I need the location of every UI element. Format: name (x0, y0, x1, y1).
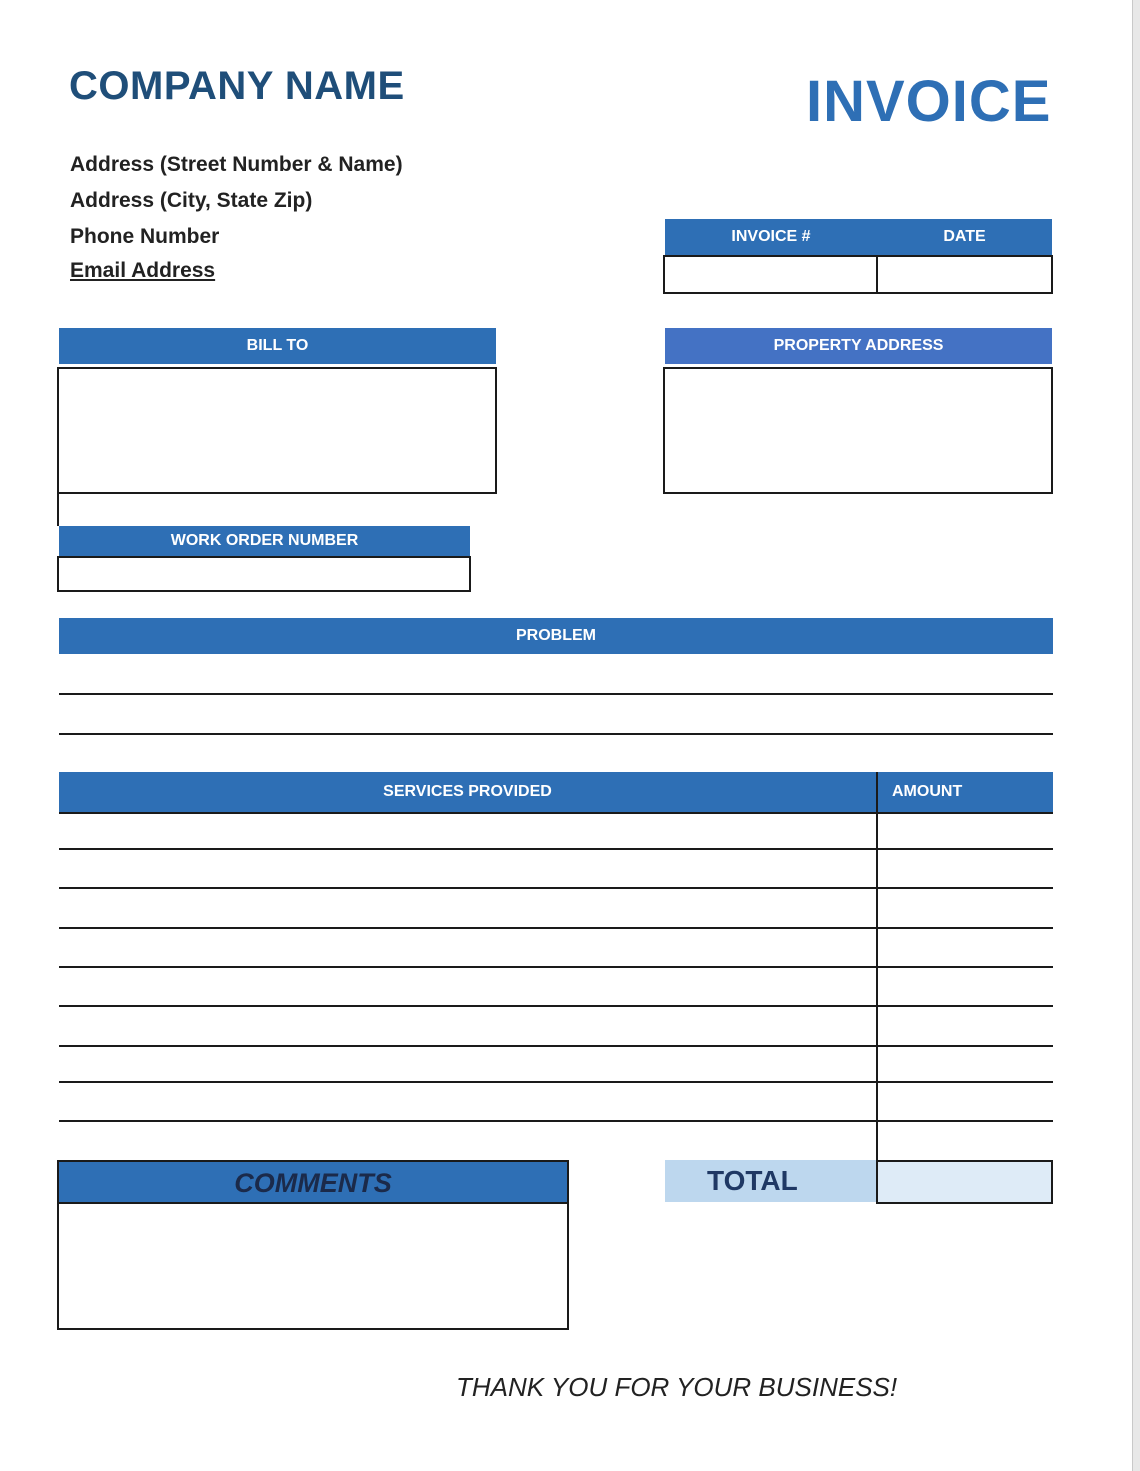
date-header: DATE (877, 219, 1052, 255)
company-name: COMPANY NAME (69, 64, 405, 108)
table-row[interactable] (59, 848, 1053, 850)
problem-header: PROBLEM (59, 618, 1053, 654)
email-address[interactable]: Email Address (70, 259, 216, 282)
table-row[interactable] (59, 1045, 1053, 1047)
comments-field[interactable] (57, 1202, 569, 1330)
bill-to-divider (57, 492, 59, 526)
total-label: TOTAL (665, 1160, 877, 1202)
table-row[interactable] (59, 1120, 1053, 1122)
work-order-number-field[interactable] (57, 556, 471, 592)
invoice-number-header: INVOICE # (665, 219, 877, 255)
problem-line[interactable] (59, 733, 1053, 735)
comments-header: COMMENTS (57, 1160, 569, 1204)
total-value[interactable] (876, 1160, 1053, 1204)
table-row[interactable] (59, 966, 1053, 968)
bill-to-header: BILL TO (59, 328, 496, 364)
table-row[interactable] (59, 812, 1053, 814)
phone-number: Phone Number (70, 225, 220, 248)
page-edge (1132, 0, 1140, 1471)
services-provided-header: SERVICES PROVIDED (59, 772, 876, 812)
date-field[interactable] (876, 255, 1053, 294)
invoice-number-field[interactable] (663, 255, 878, 294)
address-line-street: Address (Street Number & Name) (70, 153, 403, 176)
table-row[interactable] (59, 927, 1053, 929)
table-row[interactable] (59, 1081, 1053, 1083)
property-address-field[interactable] (663, 367, 1053, 494)
amount-header: AMOUNT (878, 772, 1053, 812)
table-row[interactable] (59, 1005, 1053, 1007)
table-row[interactable] (59, 887, 1053, 889)
bill-to-field[interactable] (57, 367, 497, 494)
invoice-title: INVOICE (806, 69, 1052, 134)
problem-line[interactable] (59, 693, 1053, 695)
property-address-header: PROPERTY ADDRESS (665, 328, 1052, 364)
thank-you-message: THANK YOU FOR YOUR BUSINESS! (456, 1372, 898, 1402)
address-line-city: Address (City, State Zip) (70, 189, 313, 212)
amount-column-divider (876, 772, 878, 1203)
work-order-number-header: WORK ORDER NUMBER (59, 526, 470, 556)
